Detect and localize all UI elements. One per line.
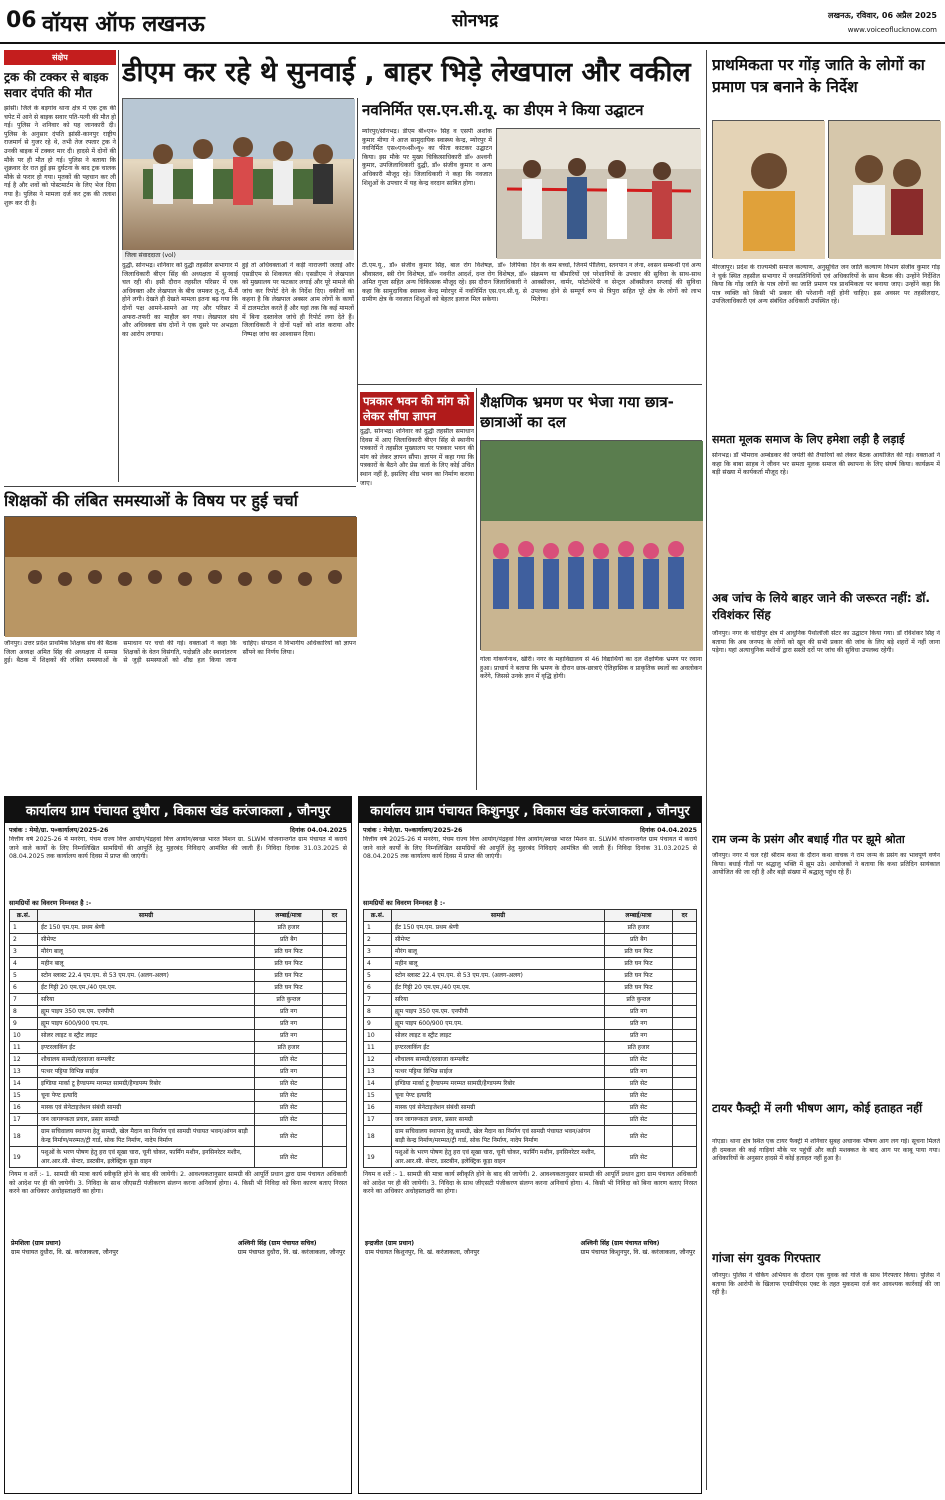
- table-cell: 12: [10, 1054, 38, 1066]
- table-cell: [323, 1042, 347, 1054]
- table-cell: [673, 934, 697, 946]
- tender-left-intro: वित्तीय वर्ष 2025-26 में मनरेगा, पंचम राज्य वित्त आयोग/पंद्रहवां वित्त आयोग/स्वच्छ भारत मिशन ग्रा. SLWM योजनान्तर्गत ग्राम पंचायत में कराये जाने वाले कार्यों के लिए निम्नलिखित सामग्रियों की आपूर्ति हेतु मुहरबंद निविदाएं आमंत्रित की जाती हैं। निविदा दिनांक 31.03.2025 से 08.04.2025 तक कार्यालय कार्य दिवस में प्राप्त की जाएंगी।: [9, 836, 347, 861]
- table-cell: [323, 946, 347, 958]
- table-cell: [323, 934, 347, 946]
- table-cell: प्रति हजार: [605, 922, 673, 934]
- table-row: [364, 1030, 697, 1042]
- table-cell: 8: [364, 1006, 392, 1018]
- table-header: दर: [673, 910, 697, 922]
- tender-left-list-heading: सामग्रियों का विवरण निम्नवत है :-: [9, 899, 92, 907]
- table-cell: इण्टरलाकिंग ईंट: [38, 1042, 255, 1054]
- table-row: [364, 922, 697, 934]
- table-cell: 3: [364, 946, 392, 958]
- page-number: 06: [6, 8, 37, 33]
- table-cell: [673, 958, 697, 970]
- table-cell: [323, 1102, 347, 1114]
- bhraman-body: गोला गोकर्णनाथ, खीरी। नगर के महाविद्यालय से 46 विद्यार्थियों का दल शैक्षणिक भ्रमण पर रवाना हुआ। प्राचार्य ने बताया कि भ्रमण के दौरान छात्र-छात्राएं ऐतिहासिक व प्राकृतिक स्थलों का अवलोकन करेंगे, जिससे उनके ज्ञान में वृद्धि होगी।: [480, 656, 702, 681]
- table-header: क्र.सं.: [364, 910, 392, 922]
- table-cell: [673, 1090, 697, 1102]
- table-cell: शौचालय सामग्री/दरवाजा कम्पलीट: [392, 1054, 605, 1066]
- table-cell: प्रति सेट: [255, 1090, 323, 1102]
- table-cell: [323, 1054, 347, 1066]
- table-cell: प्रति सेट: [605, 1147, 673, 1168]
- table-cell: महीन बालू: [392, 958, 605, 970]
- table-cell: सीमेण्ट: [392, 934, 605, 946]
- table-cell: [323, 982, 347, 994]
- shikshak-headline: शिक्षकों की लंबित समस्याओं के विषय पर हुई चर्चा: [4, 491, 298, 510]
- table-cell: प्रति सेट: [255, 1102, 323, 1114]
- paper-name: वॉयस ऑफ लखनऊ: [42, 12, 205, 37]
- priority-headline: प्राथमिकता पर गोंड़ जाति के लोगों का प्रमाण पत्र बनाने के निर्देश: [712, 56, 925, 96]
- table-cell: 17: [364, 1114, 392, 1126]
- table-cell: प्रति नग: [255, 1018, 323, 1030]
- table-row: [364, 994, 697, 1006]
- table-header: लम्बाई/मात्रा: [255, 910, 323, 922]
- priority-body: मीरजापुर। प्रदेश के राज्यमंत्री समाज कल्याण, अनुसूचित जन जाति कल्याण विभाग संजीव कुमार गोंड़ ने चुर्क स्थित तहसील सभागार में जनप्रतिनिधियों एवं अधिकारियों के साथ बैठक की। उन्होंने निर्देशित किया कि गोंड़ जाति के पात्र लोगों का जाति प्रमाण पत्र प्राथमिकता पर बनाया जाए। उन्होंने कहा कि पात्र व्यक्ति को किसी भी प्रकार की परेशानी नहीं होनी चाहिए। इस अवसर पर तहसीलदार, उपजिलाधिकारी एवं अन्य संबंधित अधिकारी उपस्थित रहे।: [712, 264, 940, 306]
- date-line: लखनऊ, रविवार, 06 अप्रैल 2025: [828, 11, 937, 20]
- table-row: [10, 1114, 347, 1126]
- table-cell: [673, 994, 697, 1006]
- table-cell: [323, 1018, 347, 1030]
- tender-right-intro: वित्तीय वर्ष 2025-26 में मनरेगा, पंचम राज्य वित्त आयोग/पंद्रहवां वित्त आयोग/स्वच्छ भारत मिशन ग्रा. SLWM योजनान्तर्गत ग्राम पंचायत में कराये जाने वाले कार्यों के लिए निम्नलिखित सामग्रियों की आपूर्ति हेतु मुहरबंद निविदाएं आमंत्रित की जाती हैं। निविदा दिनांक 31.03.2025 से 08.04.2025 तक कार्यालय कार्य दिवस में प्राप्त की जाएंगी।: [363, 836, 697, 861]
- table-cell: प्रति घन फिट: [605, 982, 673, 994]
- table-row: [364, 1090, 697, 1102]
- table-cell: [323, 1006, 347, 1018]
- sankshep-section: [4, 50, 116, 482]
- table-cell: मास्क एवं सेनेटाइजेशन संबंधी सामग्री: [38, 1102, 255, 1114]
- tender-left-patrank: पत्रांक : मेमो/ग्रा. प०कार्यालय/2025-26: [9, 827, 109, 834]
- table-cell: [673, 1078, 697, 1090]
- table-row: [10, 1147, 347, 1168]
- shikshak-body: जौनपुर। उत्तर प्रदेश प्राथमिक शिक्षक संघ की बैठक जिला अध्यक्ष अमित सिंह की अध्यक्षता में सम्पन्न हुई। बैठक में शिक्षकों की लंबित समस्याओं के समाधान पर चर्चा की गई। वक्ताओं ने कहा कि शिक्षकों के वेतन विसंगति, पदोन्नति और स्थानांतरण से जुड़ी समस्याओं को शीघ्र हल किया जाना चाहिए। संगठन ने विभागीय अधिकारियों को ज्ञापन सौंपने का निर्णय लिया।: [4, 640, 356, 665]
- table-cell: [673, 946, 697, 958]
- table-cell: प्रति हजार: [255, 922, 323, 934]
- lead-photo: [122, 98, 354, 258]
- table-cell: शौचालय सामग्री/दरवाजा कम्पलीट: [38, 1054, 255, 1066]
- table-cell: 4: [10, 958, 38, 970]
- table-cell: 7: [364, 994, 392, 1006]
- patrakar-body: दुद्धी, सोनभद्र। शनिवार को दुद्धी तहसील समाधान दिवस में आए जिलाधिकारी बीएन सिंह से स्थानीय पत्रकारों ने तहसील मुख्यालय पर पत्रकार भवन की मांग को लेकर ज्ञापन सौंपा। ज्ञापन में कहा गया कि पत्रकारों के बैठने और प्रेस वार्ता के लिए कोई उचित स्थान नहीं है, इसलिए शीघ्र भवन का निर्माण कराया जाए।: [360, 428, 474, 487]
- table-cell: 10: [364, 1030, 392, 1042]
- table-cell: प्रति सेट: [605, 1090, 673, 1102]
- table-cell: [323, 1066, 347, 1078]
- table-row: [364, 946, 697, 958]
- tender-right-patrank: पत्रांक : मेमो/ग्रा. प०कार्यालय/2025-26: [363, 827, 463, 834]
- table-cell: प्रति सेट: [255, 1078, 323, 1090]
- table-row: [10, 1090, 347, 1102]
- jaanch-headline: अब जांच के लिये बाहर जाने की जरूरत नहीं: डॉ. रविशंकर सिंह: [712, 591, 930, 622]
- table-cell: 7: [10, 994, 38, 1006]
- table-row: [10, 922, 347, 934]
- tender-right-table: [363, 909, 697, 1168]
- table-cell: प्रति सेट: [255, 1147, 323, 1168]
- table-cell: 19: [10, 1147, 38, 1168]
- sankshep-headline: ट्रक की टक्कर से बाइक सवार दंपति की मौत: [4, 70, 109, 100]
- table-row: [10, 1030, 347, 1042]
- table-cell: प्रति नग: [605, 1030, 673, 1042]
- ram-body: जौनपुर। नगर में चल रही श्रीराम कथा के दौरान कथा वाचक ने राम जन्म के प्रसंग का भावपूर्ण वर्णन किया। बधाई गीतों पर श्रद्धालु भक्ति में झूम उठे। आयोजकों ने बताया कि कथा प्रतिदिन सायंकाल आयोजित की जा रही है और बड़ी संख्या में श्रद्धालु पहुंच रहे हैं।: [712, 852, 940, 877]
- sankshep-body: झांसी। जिले के बड़गांव थाना क्षेत्र में एक ट्रक की चपेट में आने से बाइक सवार पति-पत्नी की मौत हो गई। पुलिस ने शनिवार को यह जानकारी दी। पुलिस के अनुसार दंपति झांसी-कानपुर राष्ट्रीय राजमार्ग से गुजर रहे थे, तभी तेज रफ्तार ट्रक ने उनकी बाइक में टक्कर मार दी। हादसे में दोनों की मौके पर ही मौत हो गई। पुलिस ने बताया कि शुक्रवार देर रात हुई इस दुर्घटना के बाद ट्रक चालक मौके से फरार हो गया। मृतकों की पहचान कर ली गई है और शवों को पोस्टमार्टम के लिए भेज दिया गया है। पुलिस ने मामला दर्ज कर ट्रक की तलाश शुरू कर दी है।: [4, 105, 116, 207]
- tender-left-title: कार्यालय ग्राम पंचायत दुधौरा , विकास खंड करंजाकला , जौनपुर: [5, 797, 351, 823]
- table-cell: ईंट गिट्टी 20 एम.एम./40 एम.एम.: [392, 982, 605, 994]
- table-cell: 15: [364, 1090, 392, 1102]
- table-cell: प्रति सेट: [605, 1054, 673, 1066]
- table-cell: प्रति बैग: [255, 934, 323, 946]
- ram-headline: राम जन्म के प्रसंग और बधाई गीत पर झूमे श्रोता: [712, 833, 905, 846]
- table-row: [10, 1102, 347, 1114]
- table-cell: प्रति कुन्तल: [605, 994, 673, 1006]
- table-cell: ग्राम सचिवालय स्थापना हेतु सामग्री, खेल मैदान का निर्माण एवं सामग्री पंचायत भवन/आंगन बाड़ी केन्द्र निर्माण/मरम्मत/ट्री गार्ड, सोक पिट निर्माण, नादेप निर्माण: [392, 1126, 605, 1147]
- sankshep-tag: संक्षेप: [4, 50, 116, 65]
- table-cell: महीन बालू: [38, 958, 255, 970]
- table-row: [10, 1018, 347, 1030]
- table-cell: प्रति नग: [605, 1018, 673, 1030]
- tender-left-sig1: प्रेमशिला (ग्राम प्रधान): [11, 1240, 61, 1247]
- fire-body: नोएडा। थाना क्षेत्र स्थित एक टायर फैक्ट्री में शनिवार सुबह अचानक भीषण आग लग गई। सूचना मिलते ही दमकल की कई गाड़ियां मौके पर पहुंचीं और कड़ी मशक्कत के बाद आग पर काबू पाया गया। अधिकारियों के अनुसार हादसे में कोई हताहत नहीं हुआ है।: [712, 1138, 940, 1163]
- table-cell: स्टोन ब्लास्ट 22.4 एम.एम. से 53 एम.एम. (अलग-अलग): [392, 970, 605, 982]
- table-cell: ह्यूम पाइप 600/900 एम.एम.: [392, 1018, 605, 1030]
- table-cell: सोलर लाइट व स्ट्रीट लाइट: [38, 1030, 255, 1042]
- table-cell: चूना पेण्ट इत्यादि: [392, 1090, 605, 1102]
- table-cell: [323, 1090, 347, 1102]
- tender-right-notes: नियम व शर्ते :- 1. सामग्री की मात्रा कार्य स्वीकृति होने के बाद की जायेगी। 2. आवश्यकतानुसार सामग्री की आपूर्ति प्रधान द्वारा ग्राम पंचायत अधिकारी को आदेश पर ही की जायेगी। 3. निविदा के साथ जीएसटी पंजीकरण संलग्न करना अनिवार्य होगा। 4. किसी भी निविदा को बिना कारण बताए निरस्त करने का अधिकार अधोहस्ताक्षरी का होगा।: [363, 1171, 697, 1196]
- table-cell: 18: [364, 1126, 392, 1147]
- table-cell: 10: [10, 1030, 38, 1042]
- table-header: क्र.सं.: [10, 910, 38, 922]
- table-cell: प्रति सेट: [605, 1102, 673, 1114]
- table-cell: जन जागरूकता प्रचार, प्रसार सामग्री: [38, 1114, 255, 1126]
- table-cell: [323, 994, 347, 1006]
- patrakar-headline: पत्रकार भवन की मांग को लेकर सौंपा ज्ञापन: [360, 392, 474, 426]
- table-cell: [323, 970, 347, 982]
- table-row: [10, 982, 347, 994]
- tender-right-list-heading: सामग्रियों का विवरण निम्नवत है :-: [363, 899, 446, 907]
- table-row: [10, 934, 347, 946]
- table-row: [10, 1126, 347, 1147]
- table-cell: प्रति सेट: [255, 1114, 323, 1126]
- table-cell: 16: [10, 1102, 38, 1114]
- opening-body-right: दिन के कम बच्चों, जिनमें पीलिया, स्तनपान न लेना, श्वसन सम्बन्धी एवं अन्य संक्रमण या बीमारियों एवं परेशानियों के उपचार की सुविधा के साथ-साथ आक्सीजन, वार्मर, फोटोथेरेपी व सेन्ट्रल ऑक्सीजन सप्लाई की सुविधा उपलब्ध होने से सम्पूर्ण रूप से त्रिपुरा सहित पूरे क्षेत्र के लोगों को लाभ मिलेगा।: [531, 262, 701, 304]
- tender-right-sig1: इन्द्रजीत (ग्राम प्रधान): [365, 1240, 415, 1247]
- table-cell: प्रति नग: [255, 1030, 323, 1042]
- tender-right-dinank: दिनांक 04.04.2025: [640, 827, 697, 834]
- table-row: [364, 1054, 697, 1066]
- table-row: [364, 1126, 697, 1147]
- table-cell: 8: [10, 1006, 38, 1018]
- table-row: [10, 1006, 347, 1018]
- table-cell: 1: [10, 922, 38, 934]
- table-header: सामग्री: [38, 910, 255, 922]
- table-row: [364, 970, 697, 982]
- table-cell: 14: [10, 1078, 38, 1090]
- table-cell: [673, 1126, 697, 1147]
- tender-left-notes: नियम व शर्ते :- 1. सामग्री की मात्रा कार्य स्वीकृति होने के बाद की जायेगी। 2. आवश्यकतानुसार सामग्री की आपूर्ति प्रधान द्वारा ग्राम पंचायत अधिकारी को आदेश पर ही की जायेगी। 3. निविदा के साथ जीएसटी पंजीकरण संलग्न करना अनिवार्य होगा। 4. किसी भी निविदा को बिना कारण बताए निरस्त करने का अधिकार अधोहस्ताक्षरी का होगा।: [9, 1171, 347, 1196]
- table-cell: 15: [10, 1090, 38, 1102]
- tender-left-sig2-office: ग्राम पंचायत दुधौरा, वि. खं. करंजाकला, जौनपुर: [237, 1249, 345, 1256]
- table-cell: मास्क एवं सेनेटाइजेशन संबंधी सामग्री: [392, 1102, 605, 1114]
- table-cell: 9: [10, 1018, 38, 1030]
- table-cell: 2: [10, 934, 38, 946]
- table-cell: प्रति सेट: [605, 1114, 673, 1126]
- table-cell: [673, 1147, 697, 1168]
- table-cell: [673, 1054, 697, 1066]
- table-cell: प्रति हजार: [605, 1042, 673, 1054]
- table-cell: [323, 1114, 347, 1126]
- table-cell: प्रति घन फिट: [255, 946, 323, 958]
- table-cell: 18: [10, 1126, 38, 1147]
- table-row: [364, 1018, 697, 1030]
- table-cell: इण्डिया मार्का टू हैण्डपम्प मरम्मत सामग्री/हैण्डपम्प रिबोर: [392, 1078, 605, 1090]
- table-cell: 14: [364, 1078, 392, 1090]
- table-cell: प्रति घन फिट: [255, 982, 323, 994]
- lead-headline: डीएम कर रहे थे सुनवाई , बाहर भिड़े लेखपाल और वकील: [122, 57, 691, 88]
- table-cell: [323, 1126, 347, 1147]
- table-cell: 3: [10, 946, 38, 958]
- table-cell: प्रति सेट: [255, 1054, 323, 1066]
- table-cell: प्रति नग: [255, 1006, 323, 1018]
- ganja-body: जौनपुर। पुलिस ने चेकिंग अभियान के दौरान एक युवक को गांजे के साथ गिरफ्तार किया। पुलिस ने बताया कि आरोपी के खिलाफ एनडीपीएस एक्ट के तहत मुकदमा दर्ज कर आवश्यक कार्रवाई की जा रही है।: [712, 1272, 940, 1297]
- table-cell: [673, 1066, 697, 1078]
- table-row: [10, 970, 347, 982]
- table-cell: 17: [10, 1114, 38, 1126]
- table-cell: सीमेण्ट: [38, 934, 255, 946]
- table-cell: प्रति घन फिट: [255, 958, 323, 970]
- table-cell: प्रति सेट: [255, 1126, 323, 1147]
- tender-right-title: कार्यालय ग्राम पंचायत किशुनपुर , विकास खंड करंजाकला , जौनपुर: [359, 797, 701, 823]
- district-name: सोनभद्र: [451, 11, 499, 31]
- table-cell: प्रति सेट: [605, 1078, 673, 1090]
- table-cell: प्रति नग: [605, 1006, 673, 1018]
- table-cell: प्रति कुन्तल: [255, 994, 323, 1006]
- table-cell: ह्यूम पाइप 350 एम.एम. एनपीपी: [38, 1006, 255, 1018]
- table-cell: 4: [364, 958, 392, 970]
- samta-headline: समता मूलक समाज के लिए हमेशा लड़ी है लड़ाई: [712, 433, 905, 446]
- table-cell: 6: [10, 982, 38, 994]
- table-row: [10, 1042, 347, 1054]
- table-cell: सोलर लाइट व स्ट्रीट लाइट: [392, 1030, 605, 1042]
- table-cell: ईंट 150 एम.एम. प्रथम श्रेणी: [38, 922, 255, 934]
- table-cell: 13: [10, 1066, 38, 1078]
- table-cell: [323, 1078, 347, 1090]
- jaanch-body: जौनपुर। नगर के चांदीपुर क्षेत्र में आधुनिक पैथोलॉजी सेंटर का उद्घाटन किया गया। डॉ रविशंकर सिंह ने बताया कि अब जनपद के लोगों को खून की सभी प्रकार की जांच के लिए बड़े शहरों में नहीं जाना पड़ेगा। यहां अत्याधुनिक मशीनों द्वारा सस्ती दरों पर जांच की सुविधा उपलब्ध रहेगी।: [712, 630, 940, 655]
- table-cell: प्रति घन फिट: [255, 970, 323, 982]
- samta-body: सोनभद्र। डॉ भीमराव अम्बेडकर की जयंती की तैयारियों को लेकर बैठक आयोजित की गई। वक्ताओं ने कहा कि बाबा साहब ने जीवन भर समता मूलक समाज की स्थापना के लिए संघर्ष किया। कार्यक्रम में बड़ी संख्या में कार्यकर्ता मौजूद रहे।: [712, 452, 940, 477]
- bhraman-headline: शैक्षणिक भ्रमण पर भेजा गया छात्र-छात्राओं का दल: [480, 393, 674, 431]
- table-row: [10, 958, 347, 970]
- table-row: [10, 1054, 347, 1066]
- table-row: [364, 1006, 697, 1018]
- tender-right-sig2: अश्विनी सिंह (ग्राम पंचायत सचिव): [580, 1240, 660, 1247]
- table-header: दर: [323, 910, 347, 922]
- table-cell: [673, 1018, 697, 1030]
- table-cell: इण्डिया मार्का टू हैण्डपम्प मरम्मत सामग्री/हैण्डपम्प रिबोर: [38, 1078, 255, 1090]
- table-cell: प्रति सेट: [605, 1126, 673, 1147]
- table-cell: पशुओं के भरण पोषण हेतु हरा एवं सूखा चारा, चूनी चोकर, फार्मिंग मशीन, इनसिनरेटर मशीन, आर.आर.सी. सेन्टर, डस्टबीन, इलेक्ट्रिक कूड़ा वाहन: [38, 1147, 255, 1168]
- priority-photo-2: [828, 120, 940, 258]
- website[interactable]: www.voiceoflucknow.com: [847, 26, 937, 34]
- table-row: [364, 1066, 697, 1078]
- table-cell: [673, 1114, 697, 1126]
- tender-left-sig1-office: ग्राम पंचायत दुधौरा, वि. खं. करंजाकला, जौनपुर: [11, 1249, 119, 1256]
- table-cell: 6: [364, 982, 392, 994]
- table-cell: [673, 970, 697, 982]
- table-row: [10, 946, 347, 958]
- table-cell: मौरंग बालू: [38, 946, 255, 958]
- table-cell: प्रति हजार: [255, 1042, 323, 1054]
- table-cell: 1: [364, 922, 392, 934]
- table-row: [364, 982, 697, 994]
- table-row: [10, 994, 347, 1006]
- table-cell: इण्टरलाकिंग ईंट: [392, 1042, 605, 1054]
- table-cell: [323, 1147, 347, 1168]
- tender-right-sig1-office: ग्राम पंचायत किशुनपुर, वि. खं. करंजाकला, जौनपुर: [365, 1249, 480, 1256]
- table-row: [364, 958, 697, 970]
- table-cell: प्रति बैग: [605, 934, 673, 946]
- fire-headline: टायर फैक्ट्री में लगी भीषण आग, कोई हताहत नहीं: [712, 1101, 923, 1115]
- tender-right-sig2-office: ग्राम पंचायत किशुनपुर, वि. खं. करंजाकला, जौनपुर: [580, 1249, 695, 1256]
- table-row: [364, 1042, 697, 1054]
- table-cell: [673, 1006, 697, 1018]
- opening-photo: [496, 128, 700, 258]
- table-cell: 19: [364, 1147, 392, 1168]
- table-cell: सरिया: [392, 994, 605, 1006]
- table-cell: पशुओं के भरण पोषण हेतु हरा एवं सूखा चारा, चूनी चोकर, फार्मिंग मशीन, इनसिनरेटर मशीन, आर.आर.सी. सेन्टर, डस्टबीन, इलेक्ट्रिक कूड़ा वाहन: [392, 1147, 605, 1168]
- opening-body-mid: टी.एम.यू., डॉ० संजीव कुमार सिंह, बाल रोग विशेषज्ञ, डॉ० लिपिका श्रीवास्तव, स्त्री रोग विशेषज्ञ, डॉ० नवनीत आदर्श, दन्त रोग विशेषज्ञ, डॉ० अमित गुप्ता सहित अन्य चिकित्सक मौजूद रहे। इस दौरान जिलाधिकारी ने कहा कि सामुदायिक स्वास्थ्य केन्द्र म्योरपुर में नवनिर्मित एस.एन.सी.यू. से ग्रामीण क्षेत्र के नवजात शिशुओं को बेहतर इलाज मिल सकेगा।: [362, 262, 527, 304]
- table-cell: [673, 1042, 697, 1054]
- table-cell: 11: [364, 1042, 392, 1054]
- table-cell: [673, 1030, 697, 1042]
- table-cell: 11: [10, 1042, 38, 1054]
- table-cell: 12: [364, 1054, 392, 1066]
- table-cell: स्टोन ब्लास्ट 22.4 एम.एम. से 53 एम.एम. (अलग-अलग): [38, 970, 255, 982]
- masthead: [0, 0, 945, 44]
- lead-body-col1: दुद्धी, सोनभद्र। शनिवार को दुद्धी तहसील सभागार में जिलाधिकारी बीएन सिंह की अध्यक्षता में सुनवाई चल रही थी। इसी दौरान तहसील परिसर में एक अधिवक्ता और लेखपाल के बीच जमकर तू-तू, मैं-मैं होने लगी। देखते ही देखते मामला इतना बढ़ गया कि दोनों पक्ष आमने-सामने आ गए और परिसर में अफरा-तफरी का माहौल बन गया। लेखपाल संघ और अधिवक्ता संघ दोनों ने एक दूसरे पर अभद्रता का आरोप लगाया।: [122, 262, 238, 338]
- table-header: लम्बाई/मात्रा: [605, 910, 673, 922]
- table-cell: 2: [364, 934, 392, 946]
- tender-left-table: [9, 909, 347, 1168]
- table-cell: [673, 1102, 697, 1114]
- table-cell: प्रति घन फिट: [605, 946, 673, 958]
- table-cell: ईंट गिट्टी 20 एम.एम./40 एम.एम.: [38, 982, 255, 994]
- table-cell: जन जागरूकता प्रचार, प्रसार सामग्री: [392, 1114, 605, 1126]
- table-cell: 5: [10, 970, 38, 982]
- table-cell: प्रति नग: [255, 1066, 323, 1078]
- table-cell: [323, 1030, 347, 1042]
- table-cell: 13: [364, 1066, 392, 1078]
- tender-left-sig2: अश्विनी सिंह (ग्राम पंचायत सचिव): [237, 1240, 317, 1247]
- table-cell: ग्राम सचिवालय स्थापना हेतु सामग्री, खेल मैदान का निर्माण एवं सामग्री पंचायत भवन/आंगन बाड़ी केन्द्र निर्माण/मरम्मत/ट्री गार्ड, सोक पिट निर्माण, नादेप निर्माण: [38, 1126, 255, 1147]
- table-cell: ईंट 150 एम.एम. प्रथम श्रेणी: [392, 922, 605, 934]
- tender-left-dinank: दिनांक 04.04.2025: [290, 827, 347, 834]
- table-cell: प्रति घन फिट: [605, 958, 673, 970]
- table-cell: प्रति घन फिट: [605, 970, 673, 982]
- ganja-headline: गांजा संग युवक गिरफ्तार: [712, 1251, 821, 1265]
- table-cell: 16: [364, 1102, 392, 1114]
- table-cell: [673, 982, 697, 994]
- table-header: सामग्री: [392, 910, 605, 922]
- table-cell: [323, 922, 347, 934]
- table-cell: सरिया: [38, 994, 255, 1006]
- table-cell: 5: [364, 970, 392, 982]
- table-cell: चूना पेण्ट इत्यादि: [38, 1090, 255, 1102]
- table-cell: ह्यूम पाइप 600/900 एम.एम.: [38, 1018, 255, 1030]
- shikshak-photo: [4, 516, 356, 636]
- table-cell: [673, 922, 697, 934]
- table-row: [364, 1078, 697, 1090]
- opening-headline: नवनिर्मित एस.एन.सी.यू. का डीएम ने किया उद्घाटन: [362, 101, 644, 119]
- opening-body-left: म्योरपुर/सोनभद्र। डीएम बी०एन० सिंह व एसपी अशोक कुमार मीणा ने आज सामुदायिक स्वास्थ्य केन्द्र, म्योरपुर में नवनिर्मित एस०एन०सी०यू० का फीता काटकर उद्घाटन किया। इस मौके पर मुख्य चिकित्साधिकारी डॉ० अश्वनी कुमार, उपजिलाधिकारी दुद्धी, डॉ० संजीव कुमार व अन्य अधिकारी मौजूद रहे। जिलाधिकारी ने कहा कि नवजात शिशुओं के उपचार में यह केन्द्र वरदान साबित होगा।: [362, 128, 492, 187]
- table-cell: प्रति नग: [605, 1066, 673, 1078]
- table-cell: 9: [364, 1018, 392, 1030]
- table-row: [10, 1078, 347, 1090]
- tender-notice-right: [358, 796, 702, 1494]
- bhraman-photo: [480, 440, 702, 650]
- table-row: [364, 1102, 697, 1114]
- table-cell: पत्थर पट्टिया विभिन्न साईज: [38, 1066, 255, 1078]
- table-row: [364, 934, 697, 946]
- lead-body-col2: हुई तो अधिवक्ताओं ने कड़ी नाराजगी जताई और एसडीएम से शिकायत की। एसडीएम ने लेखपाल को मुख्यालय पर फटकार लगाई और पूरे मामले की जांच कर रिपोर्ट देने के निर्देश दिए। वकीलों का कहना है कि लेखपाल अक्सर आम लोगों के कार्यों में टालमटोल करते हैं और यहां तक कि कई मामलों में बिना दस्तावेज जांचे ही रिपोर्ट लगा देते हैं। जिलाधिकारी ने दोनों पक्षों को शांत कराया और निष्पक्ष जांच का आश्वासन दिया।: [242, 262, 354, 338]
- table-row: [364, 1147, 697, 1168]
- table-cell: ह्यूम पाइप 350 एम.एम. एनपीपी: [392, 1006, 605, 1018]
- table-row: [10, 1066, 347, 1078]
- lead-photo-caption: जिला संवाददाता (vol): [122, 250, 354, 260]
- table-cell: मौरंग बालू: [392, 946, 605, 958]
- priority-photo-1: [712, 120, 824, 258]
- table-cell: पत्थर पट्टिया विभिन्न साईज: [392, 1066, 605, 1078]
- table-row: [364, 1114, 697, 1126]
- tender-notice-left: [4, 796, 352, 1494]
- table-cell: [323, 958, 347, 970]
